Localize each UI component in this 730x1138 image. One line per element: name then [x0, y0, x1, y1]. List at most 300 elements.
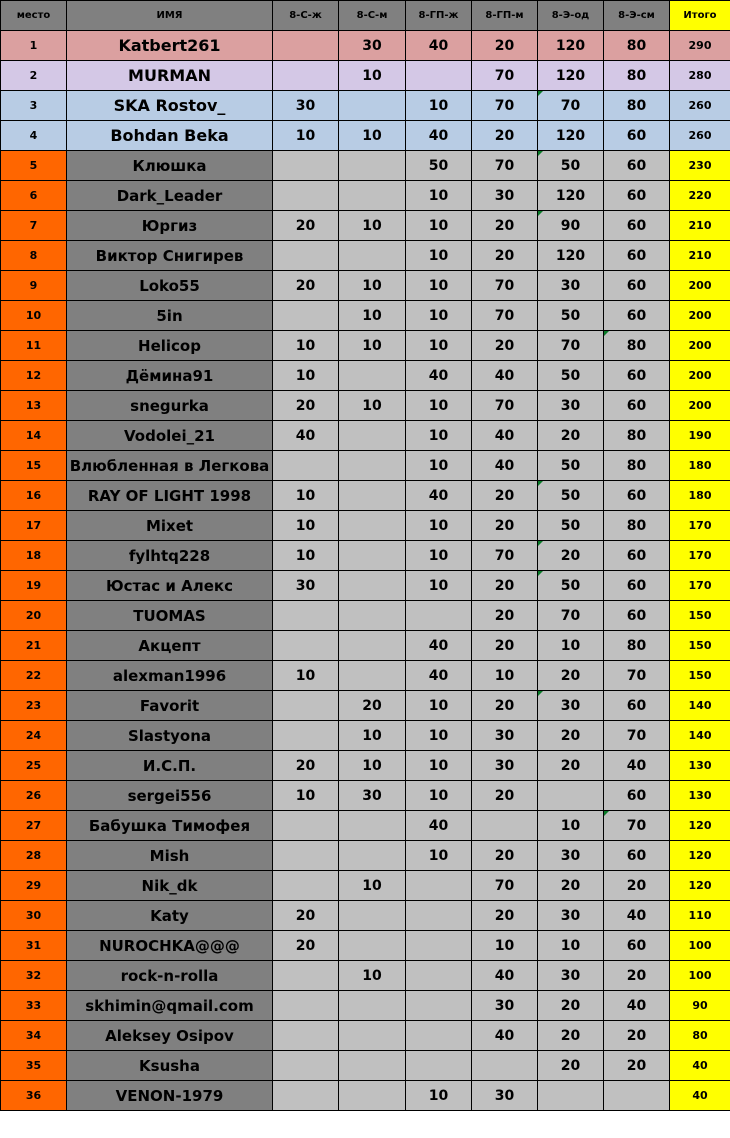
- score-cell: [339, 541, 406, 571]
- place-cell: 31: [1, 931, 67, 961]
- score-cell: [273, 451, 339, 481]
- player-name-cell: Ksusha: [67, 1051, 273, 1081]
- score-cell: [273, 241, 339, 271]
- table-row: [1, 121, 730, 151]
- score-cell: [339, 481, 406, 511]
- score-cell: [273, 1051, 339, 1081]
- table-row: [1, 841, 730, 871]
- score-cell: 50: [538, 361, 604, 391]
- score-cell: 20: [538, 421, 604, 451]
- score-cell: 50: [538, 571, 604, 601]
- score-cell: 40: [406, 361, 472, 391]
- table-row: [1, 811, 730, 841]
- score-cell: 60: [604, 931, 670, 961]
- score-cell: [339, 901, 406, 931]
- player-name-cell: skhimin@qmail.com: [67, 991, 273, 1021]
- table-row: [1, 151, 730, 181]
- total-cell: 120: [670, 871, 730, 901]
- score-cell: 60: [604, 361, 670, 391]
- score-cell: [406, 871, 472, 901]
- place-cell: 10: [1, 301, 67, 331]
- score-cell: 70: [472, 271, 538, 301]
- total-cell: 40: [670, 1081, 730, 1111]
- score-cell: 30: [472, 991, 538, 1021]
- table-row: [1, 361, 730, 391]
- total-cell: 120: [670, 841, 730, 871]
- score-cell: 10: [406, 331, 472, 361]
- table-row: [1, 91, 730, 121]
- score-cell: 20: [273, 211, 339, 241]
- total-cell: 130: [670, 751, 730, 781]
- score-cell: 40: [406, 631, 472, 661]
- player-name-cell: VENON-1979: [67, 1081, 273, 1111]
- player-name-cell: Katbert261: [67, 31, 273, 61]
- score-cell: 30: [538, 391, 604, 421]
- score-cell: 20: [472, 691, 538, 721]
- score-cell: 20: [604, 961, 670, 991]
- place-cell: 24: [1, 721, 67, 751]
- score-cell: 20: [339, 691, 406, 721]
- score-cell: 60: [604, 211, 670, 241]
- table-row: [1, 721, 730, 751]
- score-cell: [339, 571, 406, 601]
- player-name-cell: Vodolei_21: [67, 421, 273, 451]
- score-cell: 30: [538, 271, 604, 301]
- score-cell: 60: [604, 271, 670, 301]
- score-cell: 40: [604, 751, 670, 781]
- score-cell: 10: [472, 931, 538, 961]
- score-cell: 50: [406, 151, 472, 181]
- score-cell: 70: [472, 391, 538, 421]
- total-cell: 260: [670, 91, 730, 121]
- player-name-cell: Katy: [67, 901, 273, 931]
- table-row: [1, 571, 730, 601]
- score-cell: 20: [538, 721, 604, 751]
- place-cell: 9: [1, 271, 67, 301]
- score-cell: 10: [273, 781, 339, 811]
- score-cell: 80: [604, 451, 670, 481]
- table-row: [1, 31, 730, 61]
- player-name-cell: Nik_dk: [67, 871, 273, 901]
- player-name-cell: TUOMAS: [67, 601, 273, 631]
- score-cell: 50: [538, 151, 604, 181]
- place-cell: 36: [1, 1081, 67, 1111]
- score-cell: 30: [472, 721, 538, 751]
- player-name-cell: Dark_Leader: [67, 181, 273, 211]
- player-name-cell: Юргиз: [67, 211, 273, 241]
- score-cell: 10: [273, 331, 339, 361]
- player-name-cell: Юстас и Алекс: [67, 571, 273, 601]
- total-cell: 180: [670, 481, 730, 511]
- table-row: [1, 991, 730, 1021]
- score-cell: 70: [472, 91, 538, 121]
- score-cell: 60: [604, 151, 670, 181]
- score-cell: 40: [406, 811, 472, 841]
- score-cell: 60: [604, 571, 670, 601]
- score-cell: [406, 991, 472, 1021]
- score-cell: 10: [339, 331, 406, 361]
- total-cell: 210: [670, 211, 730, 241]
- score-cell: 10: [339, 391, 406, 421]
- table-row: [1, 1021, 730, 1051]
- score-cell: 60: [604, 391, 670, 421]
- score-cell: 50: [538, 451, 604, 481]
- score-cell: 10: [406, 541, 472, 571]
- score-cell: 10: [406, 691, 472, 721]
- place-cell: 32: [1, 961, 67, 991]
- player-name-cell: NUROCHKA@@@: [67, 931, 273, 961]
- score-cell: 20: [472, 481, 538, 511]
- player-name-cell: Дёмина91: [67, 361, 273, 391]
- score-cell: 40: [472, 451, 538, 481]
- place-cell: 30: [1, 901, 67, 931]
- score-cell: [339, 811, 406, 841]
- player-name-cell: RAY OF LIGHT 1998: [67, 481, 273, 511]
- player-name-cell: MURMAN: [67, 61, 273, 91]
- score-cell: [406, 61, 472, 91]
- score-cell: [339, 91, 406, 121]
- score-cell: 70: [472, 541, 538, 571]
- score-cell: 50: [538, 511, 604, 541]
- score-cell: 70: [604, 811, 670, 841]
- player-name-cell: Helicop: [67, 331, 273, 361]
- score-cell: [273, 31, 339, 61]
- score-cell: 10: [406, 181, 472, 211]
- place-cell: 2: [1, 61, 67, 91]
- score-cell: 10: [339, 721, 406, 751]
- score-cell: 10: [273, 121, 339, 151]
- player-name-cell: SKA Rostov_: [67, 91, 273, 121]
- score-cell: [273, 631, 339, 661]
- score-cell: [339, 601, 406, 631]
- score-cell: 70: [538, 331, 604, 361]
- score-cell: 10: [406, 451, 472, 481]
- score-cell: 80: [604, 421, 670, 451]
- place-cell: 1: [1, 31, 67, 61]
- score-cell: [406, 961, 472, 991]
- score-cell: 40: [273, 421, 339, 451]
- player-name-cell: Клюшка: [67, 151, 273, 181]
- total-cell: 260: [670, 121, 730, 151]
- header-col-1: 8-С-ж: [273, 1, 339, 31]
- score-cell: 120: [538, 241, 604, 271]
- score-cell: 20: [273, 751, 339, 781]
- score-cell: [273, 991, 339, 1021]
- place-cell: 3: [1, 91, 67, 121]
- score-cell: 10: [406, 781, 472, 811]
- place-cell: 12: [1, 361, 67, 391]
- score-cell: 10: [406, 511, 472, 541]
- score-cell: 120: [538, 181, 604, 211]
- table-row: [1, 271, 730, 301]
- player-name-cell: snegurka: [67, 391, 273, 421]
- player-name-cell: Favorit: [67, 691, 273, 721]
- score-cell: 10: [538, 631, 604, 661]
- score-cell: [406, 901, 472, 931]
- player-name-cell: Loko55: [67, 271, 273, 301]
- score-cell: [339, 511, 406, 541]
- score-cell: 10: [538, 931, 604, 961]
- place-cell: 13: [1, 391, 67, 421]
- score-cell: 20: [538, 541, 604, 571]
- table-row: [1, 691, 730, 721]
- place-cell: 25: [1, 751, 67, 781]
- score-cell: 120: [538, 31, 604, 61]
- score-cell: 20: [538, 1021, 604, 1051]
- score-cell: 60: [604, 691, 670, 721]
- score-cell: 60: [604, 841, 670, 871]
- player-name-cell: sergei556: [67, 781, 273, 811]
- score-cell: 30: [273, 571, 339, 601]
- score-cell: [538, 1081, 604, 1111]
- player-name-cell: Mixet: [67, 511, 273, 541]
- score-cell: 20: [472, 121, 538, 151]
- table-row: [1, 1081, 730, 1111]
- table-row: [1, 751, 730, 781]
- total-cell: 190: [670, 421, 730, 451]
- score-cell: [273, 601, 339, 631]
- score-cell: 50: [538, 481, 604, 511]
- score-cell: 60: [604, 241, 670, 271]
- place-cell: 33: [1, 991, 67, 1021]
- table-row: [1, 601, 730, 631]
- table-row: [1, 631, 730, 661]
- total-cell: 140: [670, 721, 730, 751]
- score-cell: 40: [406, 481, 472, 511]
- score-cell: 70: [472, 151, 538, 181]
- score-cell: 10: [406, 301, 472, 331]
- place-cell: 23: [1, 691, 67, 721]
- score-cell: 40: [472, 1021, 538, 1051]
- score-cell: 40: [406, 121, 472, 151]
- score-cell: [339, 451, 406, 481]
- table-row: [1, 481, 730, 511]
- score-cell: 20: [538, 991, 604, 1021]
- place-cell: 17: [1, 511, 67, 541]
- score-cell: 40: [472, 961, 538, 991]
- score-cell: 20: [472, 601, 538, 631]
- score-cell: [339, 421, 406, 451]
- score-cell: 10: [406, 841, 472, 871]
- total-cell: 200: [670, 271, 730, 301]
- score-cell: 10: [339, 121, 406, 151]
- total-cell: 200: [670, 331, 730, 361]
- score-cell: 10: [406, 211, 472, 241]
- total-cell: 100: [670, 961, 730, 991]
- place-cell: 7: [1, 211, 67, 241]
- score-cell: 40: [406, 661, 472, 691]
- place-cell: 19: [1, 571, 67, 601]
- place-cell: 8: [1, 241, 67, 271]
- score-cell: 120: [538, 61, 604, 91]
- score-cell: 20: [538, 1051, 604, 1081]
- score-cell: [538, 781, 604, 811]
- score-cell: 40: [604, 901, 670, 931]
- score-cell: 20: [538, 751, 604, 781]
- score-cell: 70: [604, 661, 670, 691]
- player-name-cell: И.С.П.: [67, 751, 273, 781]
- score-cell: 40: [472, 421, 538, 451]
- table-row: [1, 901, 730, 931]
- score-cell: [273, 61, 339, 91]
- score-cell: [604, 1081, 670, 1111]
- score-cell: [273, 961, 339, 991]
- score-cell: 10: [339, 211, 406, 241]
- total-cell: 100: [670, 931, 730, 961]
- total-cell: 110: [670, 901, 730, 931]
- score-cell: 70: [472, 301, 538, 331]
- table-row: [1, 421, 730, 451]
- score-cell: [339, 1081, 406, 1111]
- score-cell: 70: [472, 61, 538, 91]
- total-cell: 140: [670, 691, 730, 721]
- score-cell: 10: [339, 751, 406, 781]
- total-cell: 80: [670, 1021, 730, 1051]
- score-cell: 40: [472, 361, 538, 391]
- score-cell: 10: [339, 61, 406, 91]
- player-name-cell: Бабушка Тимофея: [67, 811, 273, 841]
- score-cell: 80: [604, 331, 670, 361]
- header-total: Итого: [670, 1, 730, 31]
- score-cell: 70: [538, 91, 604, 121]
- score-cell: 20: [538, 661, 604, 691]
- total-cell: 150: [670, 601, 730, 631]
- score-cell: 30: [472, 1081, 538, 1111]
- table-row: [1, 1051, 730, 1081]
- score-cell: 40: [406, 31, 472, 61]
- total-cell: 90: [670, 991, 730, 1021]
- player-name-cell: rock-n-rolla: [67, 961, 273, 991]
- score-cell: [273, 1021, 339, 1051]
- score-cell: 10: [406, 1081, 472, 1111]
- score-cell: 80: [604, 91, 670, 121]
- total-cell: 150: [670, 631, 730, 661]
- total-cell: 130: [670, 781, 730, 811]
- score-cell: 20: [472, 901, 538, 931]
- table-row: [1, 871, 730, 901]
- table-row: [1, 451, 730, 481]
- table-row: [1, 931, 730, 961]
- place-cell: 34: [1, 1021, 67, 1051]
- score-cell: 20: [273, 931, 339, 961]
- player-name-cell: fylhtq228: [67, 541, 273, 571]
- total-cell: 120: [670, 811, 730, 841]
- table-row: [1, 181, 730, 211]
- score-cell: 20: [472, 31, 538, 61]
- score-cell: [339, 241, 406, 271]
- total-cell: 220: [670, 181, 730, 211]
- player-name-cell: 5in: [67, 301, 273, 331]
- place-cell: 5: [1, 151, 67, 181]
- place-cell: 15: [1, 451, 67, 481]
- table-row: [1, 511, 730, 541]
- score-cell: 20: [472, 241, 538, 271]
- score-cell: 30: [339, 781, 406, 811]
- score-cell: 20: [472, 631, 538, 661]
- total-cell: 170: [670, 511, 730, 541]
- score-cell: 20: [538, 871, 604, 901]
- player-name-cell: Slastyona: [67, 721, 273, 751]
- score-cell: [273, 721, 339, 751]
- player-name-cell: Aleksey Osipov: [67, 1021, 273, 1051]
- score-cell: [273, 871, 339, 901]
- score-cell: 10: [406, 271, 472, 301]
- place-cell: 22: [1, 661, 67, 691]
- score-cell: [339, 361, 406, 391]
- score-cell: [339, 1051, 406, 1081]
- player-name-cell: Влюбленная в Легкова: [67, 451, 273, 481]
- score-cell: 30: [538, 841, 604, 871]
- score-cell: 20: [273, 901, 339, 931]
- place-cell: 21: [1, 631, 67, 661]
- score-cell: 20: [472, 511, 538, 541]
- table-row: [1, 541, 730, 571]
- score-cell: 30: [472, 751, 538, 781]
- score-cell: 20: [273, 271, 339, 301]
- header-col-6: 8-Э-см: [604, 1, 670, 31]
- player-name-cell: Mish: [67, 841, 273, 871]
- score-cell: 10: [406, 421, 472, 451]
- score-cell: 10: [406, 91, 472, 121]
- score-cell: 10: [273, 361, 339, 391]
- score-cell: 70: [538, 601, 604, 631]
- score-cell: [273, 301, 339, 331]
- score-cell: 30: [273, 91, 339, 121]
- score-cell: 20: [472, 211, 538, 241]
- total-cell: 200: [670, 391, 730, 421]
- score-cell: 20: [604, 1051, 670, 1081]
- player-name-cell: Виктор Снигирев: [67, 241, 273, 271]
- score-cell: 10: [406, 391, 472, 421]
- score-cell: 20: [604, 871, 670, 901]
- score-cell: 10: [339, 271, 406, 301]
- place-cell: 28: [1, 841, 67, 871]
- total-cell: 170: [670, 541, 730, 571]
- place-cell: 29: [1, 871, 67, 901]
- total-cell: 200: [670, 361, 730, 391]
- score-cell: 60: [604, 601, 670, 631]
- place-cell: 20: [1, 601, 67, 631]
- score-cell: 10: [406, 721, 472, 751]
- score-cell: [273, 1081, 339, 1111]
- score-cell: 60: [604, 781, 670, 811]
- table-row: [1, 211, 730, 241]
- score-cell: 30: [538, 691, 604, 721]
- header-col-3: 8-ГП-ж: [406, 1, 472, 31]
- score-cell: 80: [604, 31, 670, 61]
- total-cell: 180: [670, 451, 730, 481]
- score-cell: 20: [472, 841, 538, 871]
- score-cell: 60: [604, 541, 670, 571]
- score-cell: [339, 1021, 406, 1051]
- score-cell: [339, 991, 406, 1021]
- table-row: [1, 661, 730, 691]
- table-row: [1, 331, 730, 361]
- score-cell: [406, 1021, 472, 1051]
- total-cell: 280: [670, 61, 730, 91]
- place-cell: 16: [1, 481, 67, 511]
- player-name-cell: alexman1996: [67, 661, 273, 691]
- score-cell: [472, 811, 538, 841]
- score-cell: 20: [472, 781, 538, 811]
- score-cell: [273, 841, 339, 871]
- score-cell: [339, 841, 406, 871]
- score-cell: 80: [604, 61, 670, 91]
- score-cell: 10: [273, 661, 339, 691]
- score-cell: 70: [604, 721, 670, 751]
- score-cell: 120: [538, 121, 604, 151]
- score-cell: [273, 181, 339, 211]
